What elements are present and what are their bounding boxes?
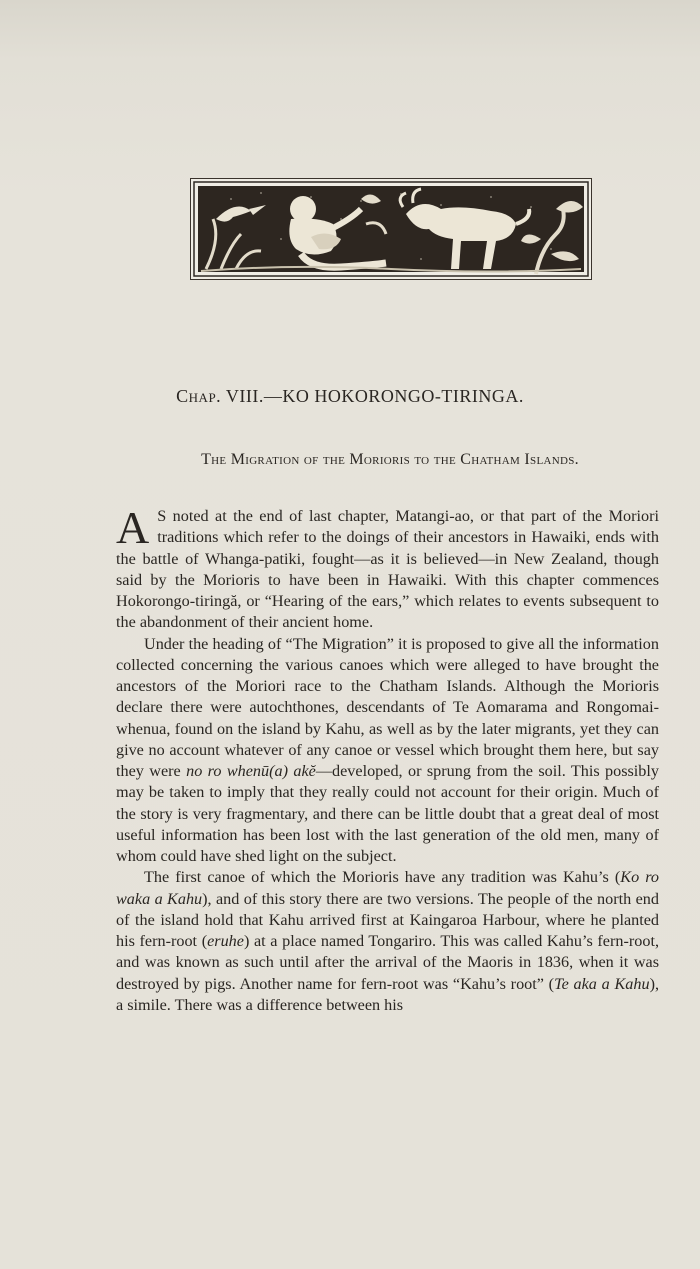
- engraved-headpiece-icon: [190, 178, 592, 280]
- paragraph-3-italic-b: eruhe: [207, 932, 244, 950]
- paragraph-3-text-d: ), a simile. There was a difference between his: [116, 974, 659, 1014]
- chapter-title: VIII.—KO HOKORONGO-TIRINGA.: [225, 386, 524, 406]
- paragraph-3-italic-c: Te aka a Kahu: [554, 974, 650, 993]
- chapter-prefix: Chap.: [176, 386, 222, 406]
- paragraph-3-text-b: ), and of this story there are two versions. The people of the north end of the island hold that Kahu arrived first at Kaingaroa Harbour, where he planted his fern-root (: [116, 889, 659, 950]
- paragraph-3-text-c: ) at a place named Tongariro. This was called Kahu’s fern-root, and was known as such until after the arrival of the Maoris in 1836, when it was destroyed by pigs. Another name for fern-root was “Kahu’s root” (: [116, 932, 659, 993]
- paragraph-3-italic-a: Ko ro waka a Kahu: [116, 868, 659, 908]
- paragraph-1-text: S noted at the end of last chapter, Matangi-ao, or that part of the Moriori traditions which refer to the doings of their ancestors in Hawaiki, ends with the battle of Whanga-patiki, fought—as it is believed—in New Zealand, though said by the Morioris to have been in Hawaiki. With this chapter commences Hokorongo-tiringă, or “Hearing of the ears,” which relates to events subsequent to the abandonment of their ancient home.: [116, 507, 659, 632]
- paragraph-1: [116, 502, 659, 634]
- chapter-heading: [0, 386, 700, 407]
- paragraph-2-text-b: —developed, or sprung from the soil. This possibly may be taken to imply that they really could not account for their origin. Much of the story is very fragmentary, and there can be little doubt that a great deal of most useful information has been lost with the last generation of the old men, many of whom could have shed light on the subject.: [116, 762, 659, 865]
- paragraph-3: [116, 867, 659, 1016]
- paragraph-3-text-a: The first canoe of which the Morioris have any tradition was Kahu’s (: [144, 868, 621, 887]
- paragraph-2-italic: no ro whenū(a) akĕ: [186, 762, 316, 780]
- section-subtitle: The Migration of the Morioris to the Chatham Islands.: [201, 451, 579, 468]
- body-text: [116, 502, 659, 1016]
- paragraph-2: [116, 634, 659, 868]
- drop-cap: A: [116, 502, 150, 553]
- paragraph-2-text-a: Under the heading of “The Migration” it is proposed to give all the information collected concerning the various canoes which were alleged to have brought the ancestors of the Moriori race to the Chatham Islands. Although the Morioris declare there were autochthones, descendants of Te Aomarama and Rongomai-whenua, found on the island by Kahu, as well as by the later migrants, yet they can give no account whatever of any canoe or vessel which brought them here, but say they were: [116, 634, 659, 780]
